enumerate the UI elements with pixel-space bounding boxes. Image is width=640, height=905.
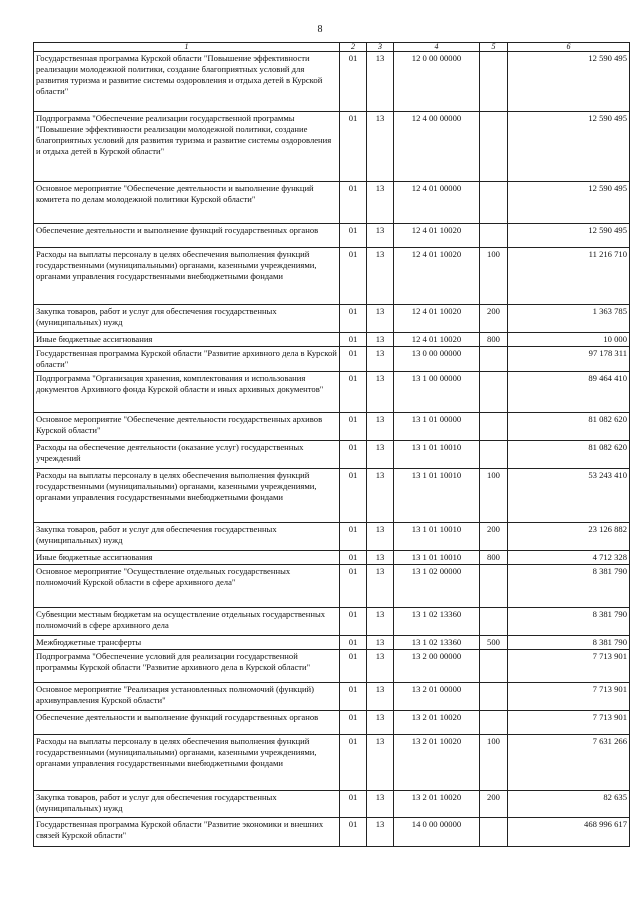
cell-vr bbox=[480, 372, 508, 413]
cell-name: Обеспечение деятельности и выполнение функций государственных органов bbox=[34, 224, 340, 248]
cell-name: Расходы на выплаты персоналу в целях обеспечения выполнения функций государственными (муниципальными) органами, казенными учреждениями, органами управления государственными внебюджетными фондами bbox=[34, 735, 340, 791]
cell-sum: 12 590 495 bbox=[508, 52, 630, 112]
cell-vr: 200 bbox=[480, 523, 508, 551]
cell-pr: 13 bbox=[367, 818, 394, 847]
table-row bbox=[34, 523, 630, 551]
table-row bbox=[34, 469, 630, 523]
cell-name: Расходы на обеспечение деятельности (оказание услуг) государственных учреждений bbox=[34, 441, 340, 469]
cell-csr: 13 1 02 00000 bbox=[394, 565, 480, 608]
table-body bbox=[34, 52, 630, 847]
cell-pr: 13 bbox=[367, 248, 394, 305]
cell-sum: 89 464 410 bbox=[508, 372, 630, 413]
cell-csr: 13 0 00 00000 bbox=[394, 347, 480, 372]
cell-sum: 12 590 495 bbox=[508, 112, 630, 182]
column-number-1: 1 bbox=[34, 43, 340, 52]
cell-csr: 13 1 01 10010 bbox=[394, 551, 480, 565]
cell-name: Подпрограмма "Обеспечение условий для реализации государственной программы Курской области "Развитие архивного дела в Курской области" bbox=[34, 650, 340, 683]
cell-rz: 01 bbox=[340, 248, 367, 305]
cell-name: Государственная программа Курской области "Повышение эффективности реализации молодежной политики, создание благоприятных условий для развития туризма и развитие системы оздоровления и отдыха детей в Курской области" bbox=[34, 52, 340, 112]
cell-name: Государственная программа Курской области "Развитие экономики и внешних связей Курской области" bbox=[34, 818, 340, 847]
cell-csr: 13 1 01 10010 bbox=[394, 469, 480, 523]
table-row bbox=[34, 608, 630, 636]
cell-pr: 13 bbox=[367, 683, 394, 711]
cell-sum: 53 243 410 bbox=[508, 469, 630, 523]
cell-csr: 13 2 01 10020 bbox=[394, 735, 480, 791]
table-row bbox=[34, 305, 630, 333]
cell-name: Обеспечение деятельности и выполнение функций государственных органов bbox=[34, 711, 340, 735]
table-row bbox=[34, 441, 630, 469]
table-row bbox=[34, 224, 630, 248]
cell-csr: 12 4 01 00000 bbox=[394, 182, 480, 224]
table-row bbox=[34, 182, 630, 224]
cell-csr: 13 2 01 10020 bbox=[394, 791, 480, 818]
table-row bbox=[34, 683, 630, 711]
cell-rz: 01 bbox=[340, 224, 367, 248]
cell-vr bbox=[480, 182, 508, 224]
cell-name: Расходы на выплаты персоналу в целях обеспечения выполнения функций государственными (муниципальными) органами, казенными учреждениями, органами управления государственными внебюджетными фондами bbox=[34, 248, 340, 305]
column-number-6: 6 bbox=[508, 43, 630, 52]
cell-rz: 01 bbox=[340, 636, 367, 650]
cell-csr: 12 0 00 00000 bbox=[394, 52, 480, 112]
cell-pr: 13 bbox=[367, 523, 394, 551]
table-row bbox=[34, 112, 630, 182]
cell-pr: 13 bbox=[367, 112, 394, 182]
cell-vr bbox=[480, 818, 508, 847]
cell-sum: 11 216 710 bbox=[508, 248, 630, 305]
cell-name: Основное мероприятие "Осуществление отдельных государственных полномочий Курской области в сфере архивного дела" bbox=[34, 565, 340, 608]
cell-vr bbox=[480, 608, 508, 636]
cell-sum: 7 713 901 bbox=[508, 683, 630, 711]
cell-rz: 01 bbox=[340, 650, 367, 683]
cell-name: Межбюджетные трансферты bbox=[34, 636, 340, 650]
cell-name: Иные бюджетные ассигнования bbox=[34, 333, 340, 347]
cell-csr: 13 1 01 10010 bbox=[394, 523, 480, 551]
cell-vr bbox=[480, 413, 508, 441]
cell-rz: 01 bbox=[340, 112, 367, 182]
cell-sum: 7 713 901 bbox=[508, 650, 630, 683]
cell-rz: 01 bbox=[340, 469, 367, 523]
cell-rz: 01 bbox=[340, 52, 367, 112]
cell-sum: 7 631 266 bbox=[508, 735, 630, 791]
cell-rz: 01 bbox=[340, 711, 367, 735]
cell-name: Основное мероприятие "Обеспечение деятельности и выполнение функций комитета по делам молодежной политики Курской области" bbox=[34, 182, 340, 224]
table-row bbox=[34, 372, 630, 413]
cell-vr bbox=[480, 711, 508, 735]
cell-pr: 13 bbox=[367, 551, 394, 565]
table-row bbox=[34, 333, 630, 347]
cell-csr: 13 2 01 00000 bbox=[394, 683, 480, 711]
cell-vr bbox=[480, 650, 508, 683]
cell-vr bbox=[480, 224, 508, 248]
cell-pr: 13 bbox=[367, 441, 394, 469]
cell-sum: 8 381 790 bbox=[508, 636, 630, 650]
cell-name: Закупка товаров, работ и услуг для обеспечения государственных (муниципальных) нужд bbox=[34, 523, 340, 551]
cell-rz: 01 bbox=[340, 182, 367, 224]
page-number: 8 bbox=[317, 24, 323, 35]
cell-csr: 13 1 02 13360 bbox=[394, 608, 480, 636]
cell-name: Расходы на выплаты персоналу в целях обеспечения выполнения функций государственными (муниципальными) органами, казенными учреждениями, органами управления государственными внебюджетными фондами bbox=[34, 469, 340, 523]
cell-vr bbox=[480, 565, 508, 608]
table-row bbox=[34, 711, 630, 735]
cell-rz: 01 bbox=[340, 523, 367, 551]
cell-vr: 200 bbox=[480, 305, 508, 333]
table-row bbox=[34, 735, 630, 791]
cell-sum: 4 712 328 bbox=[508, 551, 630, 565]
cell-pr: 13 bbox=[367, 608, 394, 636]
cell-rz: 01 bbox=[340, 565, 367, 608]
cell-csr: 13 1 01 00000 bbox=[394, 413, 480, 441]
column-number-5: 5 bbox=[480, 43, 508, 52]
table-row bbox=[34, 413, 630, 441]
budget-table bbox=[33, 42, 630, 847]
cell-csr: 12 4 01 10020 bbox=[394, 333, 480, 347]
cell-vr bbox=[480, 112, 508, 182]
cell-rz: 01 bbox=[340, 413, 367, 441]
cell-name: Закупка товаров, работ и услуг для обеспечения государственных (муниципальных) нужд bbox=[34, 791, 340, 818]
cell-pr: 13 bbox=[367, 182, 394, 224]
column-number-row bbox=[34, 43, 630, 52]
table-row bbox=[34, 551, 630, 565]
cell-sum: 81 082 620 bbox=[508, 441, 630, 469]
cell-name: Основное мероприятие "Реализация установленных полномочий (функций) архивуправления Курской области" bbox=[34, 683, 340, 711]
cell-rz: 01 bbox=[340, 347, 367, 372]
cell-vr: 800 bbox=[480, 333, 508, 347]
cell-rz: 01 bbox=[340, 551, 367, 565]
cell-rz: 01 bbox=[340, 333, 367, 347]
cell-sum: 12 590 495 bbox=[508, 182, 630, 224]
cell-csr: 13 1 01 10010 bbox=[394, 441, 480, 469]
column-number-4: 4 bbox=[394, 43, 480, 52]
cell-rz: 01 bbox=[340, 683, 367, 711]
cell-sum: 23 126 882 bbox=[508, 523, 630, 551]
table-row bbox=[34, 52, 630, 112]
cell-csr: 12 4 01 10020 bbox=[394, 248, 480, 305]
cell-sum: 82 635 bbox=[508, 791, 630, 818]
cell-sum: 8 381 790 bbox=[508, 565, 630, 608]
column-number-2: 2 bbox=[340, 43, 367, 52]
cell-name: Закупка товаров, работ и услуг для обеспечения государственных (муниципальных) нужд bbox=[34, 305, 340, 333]
cell-pr: 13 bbox=[367, 565, 394, 608]
cell-vr bbox=[480, 52, 508, 112]
cell-pr: 13 bbox=[367, 469, 394, 523]
cell-name: Подпрограмма "Организация хранения, комплектования и использования документов Архивного фонда Курской области и иных архивных документов" bbox=[34, 372, 340, 413]
table-row bbox=[34, 818, 630, 847]
cell-vr bbox=[480, 683, 508, 711]
cell-csr: 12 4 01 10020 bbox=[394, 224, 480, 248]
cell-name: Государственная программа Курской области "Развитие архивного дела в Курской области" bbox=[34, 347, 340, 372]
cell-pr: 13 bbox=[367, 636, 394, 650]
cell-pr: 13 bbox=[367, 650, 394, 683]
cell-name: Субвенции местным бюджетам на осуществление отдельных государственных полномочий в сфере архивного дела bbox=[34, 608, 340, 636]
cell-pr: 13 bbox=[367, 224, 394, 248]
cell-sum: 10 000 bbox=[508, 333, 630, 347]
cell-pr: 13 bbox=[367, 735, 394, 791]
cell-sum: 8 381 790 bbox=[508, 608, 630, 636]
cell-vr: 100 bbox=[480, 735, 508, 791]
cell-rz: 01 bbox=[340, 735, 367, 791]
table-row bbox=[34, 791, 630, 818]
cell-pr: 13 bbox=[367, 305, 394, 333]
table-row bbox=[34, 636, 630, 650]
table-row bbox=[34, 565, 630, 608]
cell-name: Подпрограмма "Обеспечение реализации государственной программы "Повышение эффективности реализации молодежной политики, создание благоприятных условий для развития туризма и развитие системы оздоровления и отдыха детей в Курской области" bbox=[34, 112, 340, 182]
cell-vr: 100 bbox=[480, 248, 508, 305]
cell-rz: 01 bbox=[340, 608, 367, 636]
cell-csr: 13 1 00 00000 bbox=[394, 372, 480, 413]
cell-vr: 200 bbox=[480, 791, 508, 818]
cell-rz: 01 bbox=[340, 305, 367, 333]
cell-vr bbox=[480, 347, 508, 372]
table-row bbox=[34, 248, 630, 305]
cell-rz: 01 bbox=[340, 791, 367, 818]
cell-csr: 13 2 00 00000 bbox=[394, 650, 480, 683]
cell-sum: 468 996 617 bbox=[508, 818, 630, 847]
cell-pr: 13 bbox=[367, 52, 394, 112]
cell-sum: 1 363 785 bbox=[508, 305, 630, 333]
cell-sum: 7 713 901 bbox=[508, 711, 630, 735]
cell-pr: 13 bbox=[367, 711, 394, 735]
cell-rz: 01 bbox=[340, 818, 367, 847]
cell-sum: 97 178 311 bbox=[508, 347, 630, 372]
cell-sum: 12 590 495 bbox=[508, 224, 630, 248]
cell-vr: 100 bbox=[480, 469, 508, 523]
cell-vr bbox=[480, 441, 508, 469]
cell-vr: 500 bbox=[480, 636, 508, 650]
column-number-3: 3 bbox=[367, 43, 394, 52]
cell-csr: 13 2 01 10020 bbox=[394, 711, 480, 735]
cell-sum: 81 082 620 bbox=[508, 413, 630, 441]
cell-csr: 12 4 00 00000 bbox=[394, 112, 480, 182]
cell-vr: 800 bbox=[480, 551, 508, 565]
cell-rz: 01 bbox=[340, 441, 367, 469]
cell-rz: 01 bbox=[340, 372, 367, 413]
cell-pr: 13 bbox=[367, 333, 394, 347]
cell-pr: 13 bbox=[367, 413, 394, 441]
cell-csr: 14 0 00 00000 bbox=[394, 818, 480, 847]
cell-csr: 12 4 01 10020 bbox=[394, 305, 480, 333]
cell-pr: 13 bbox=[367, 372, 394, 413]
cell-pr: 13 bbox=[367, 347, 394, 372]
cell-name: Основное мероприятие "Обеспечение деятельности государственных архивов Курской области" bbox=[34, 413, 340, 441]
cell-name: Иные бюджетные ассигнования bbox=[34, 551, 340, 565]
table-row bbox=[34, 650, 630, 683]
cell-csr: 13 1 02 13360 bbox=[394, 636, 480, 650]
cell-pr: 13 bbox=[367, 791, 394, 818]
table-row bbox=[34, 347, 630, 372]
